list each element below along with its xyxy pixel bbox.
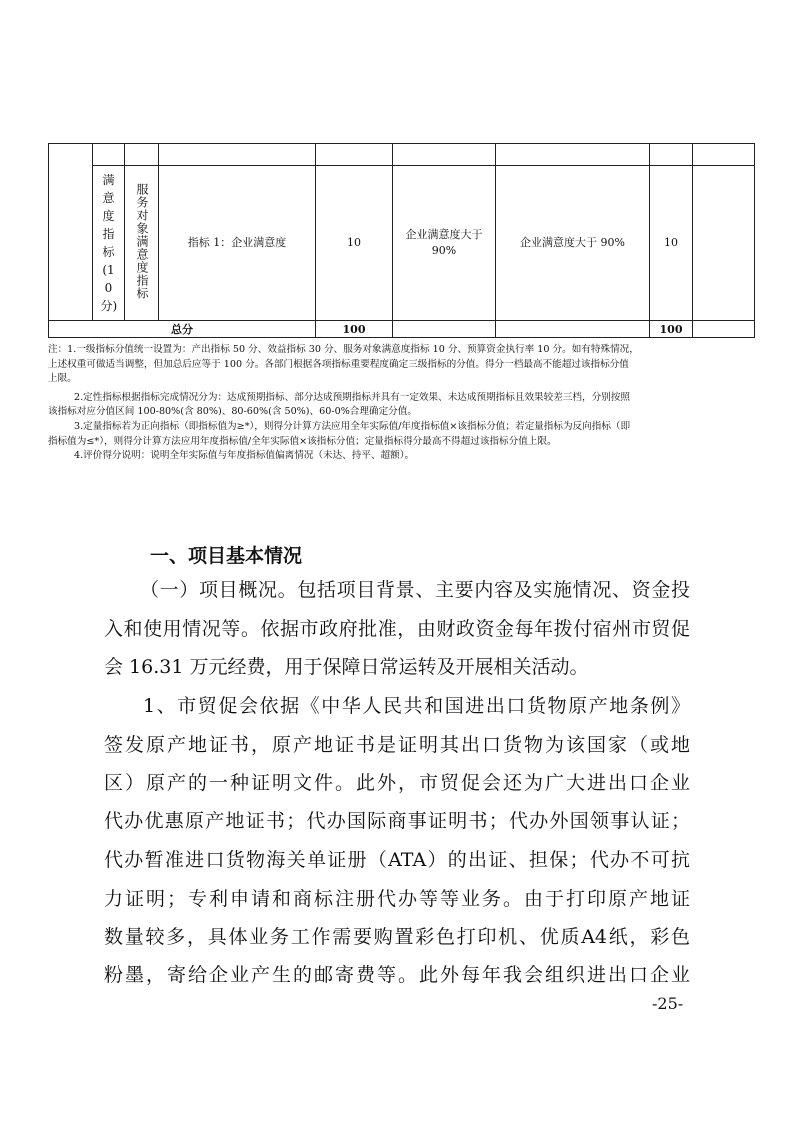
note-3-line-2: 指标值为≤*），则得分计算方法应用年度指标值/全年实际值×该指标分值；定量指标得分最高不得超过该指标分值上限。 xyxy=(48,435,557,447)
note-3-line-1: 3.定量指标若为正向指标（即指标值为≥*），则得分计算方法应用全年实际值/年度指标值×该指标分值；若定量指标为反向指标（即 xyxy=(74,420,631,432)
service-target-label: 服务对象满意度指标 xyxy=(135,183,149,300)
satisfaction-category-cell xyxy=(93,166,125,321)
total-score: 100 xyxy=(650,321,693,338)
note-1-line-3: 上限。 xyxy=(48,373,77,385)
note-2-line-2: 该指标对应分值区间 100-80%(含 80%)、80-60%(含 50%)、60-0%合理确定分值。 xyxy=(48,406,417,418)
actual-value: 企业满意度大于 90% xyxy=(496,166,650,321)
body-line-5: 签发原产地证书，原产地证书是证明其出口货物为该国家（或地 xyxy=(104,734,690,756)
note-2-line-1: 2.定性指标根据指标完成情况分为：达成预期指标、部分达成预期指标并具有一定效果、未达成预期指标且效果较差三档，分别按照 xyxy=(74,391,630,403)
note-4: 4.评价得分说明：说明全年实际值与年度指标值偏离情况（未达、持平、超额）。 xyxy=(74,450,415,462)
performance-score-table xyxy=(48,143,755,338)
service-target-cell xyxy=(125,166,159,321)
annual-target-value: 企业满意度大于 90% xyxy=(393,166,496,321)
body-line-8: 代办暂准进口货物海关单证册（ATA）的出证、担保；代办不可抗 xyxy=(104,849,690,871)
table-row-satisfaction xyxy=(49,166,755,321)
body-line-7: 代办优惠原产地证书；代办国际商事证明书；代办外国领事认证； xyxy=(104,810,690,832)
table-cell-blank xyxy=(49,144,93,321)
body-line-9: 力证明；专利申请和商标注册代办等等业务。由于打印原产地证 xyxy=(104,888,690,910)
body-line-4: 1、市贸促会依据《中华人民共和国进出口货物原产地条例》 xyxy=(143,695,690,717)
total-weight: 100 xyxy=(316,321,393,338)
table-row-empty xyxy=(49,144,755,166)
indicator-weight: 10 xyxy=(316,166,393,321)
note-1-line-2: 上述权重可做适当调整，但加总后应等于 100 分。各部门根据各项指标重要程度确定三级指标的分值。得分一档最高不能超过该指标分值 xyxy=(48,358,629,370)
table-row-total xyxy=(49,321,755,338)
section-heading: 一、项目基本情况 xyxy=(150,545,303,567)
body-line-2: 入和使用情况等。依据市政府批准，由财政资金每年拨付宿州市贸促 xyxy=(104,618,690,640)
page-number: -25- xyxy=(652,994,684,1013)
total-label: 总分 xyxy=(49,321,316,338)
body-line-3: 会 16.31 万元经费，用于保障日常运转及开展相关活动。 xyxy=(104,656,589,678)
table-notes xyxy=(48,343,754,464)
satisfaction-category-label: 满意度指标(10分) xyxy=(100,173,118,313)
body-line-10: 数量较多，具体业务工作需要购置彩色打印机、优质A4纸，彩色 xyxy=(104,926,690,948)
body-line-6: 区）原产的一种证明文件。此外，市贸促会还为广大进出口企业 xyxy=(104,772,690,794)
indicator-score: 10 xyxy=(650,166,693,321)
indicator-name: 指标 1：企业满意度 xyxy=(159,166,316,321)
body-line-11: 粉墨，寄给企业产生的邮寄费等。此外每年我会组织进出口企业 xyxy=(104,964,690,986)
note-1-line-1: 注：1.一级指标分值统一设置为：产出指标 50 分、效益指标 30 分、服务对象满意度指标 10 分、预算资金执行率 10 分。如有特殊情况， xyxy=(48,344,639,355)
body-line-1: （一）项目概况。包括项目背景、主要内容及实施情况、资金投 xyxy=(140,579,690,601)
